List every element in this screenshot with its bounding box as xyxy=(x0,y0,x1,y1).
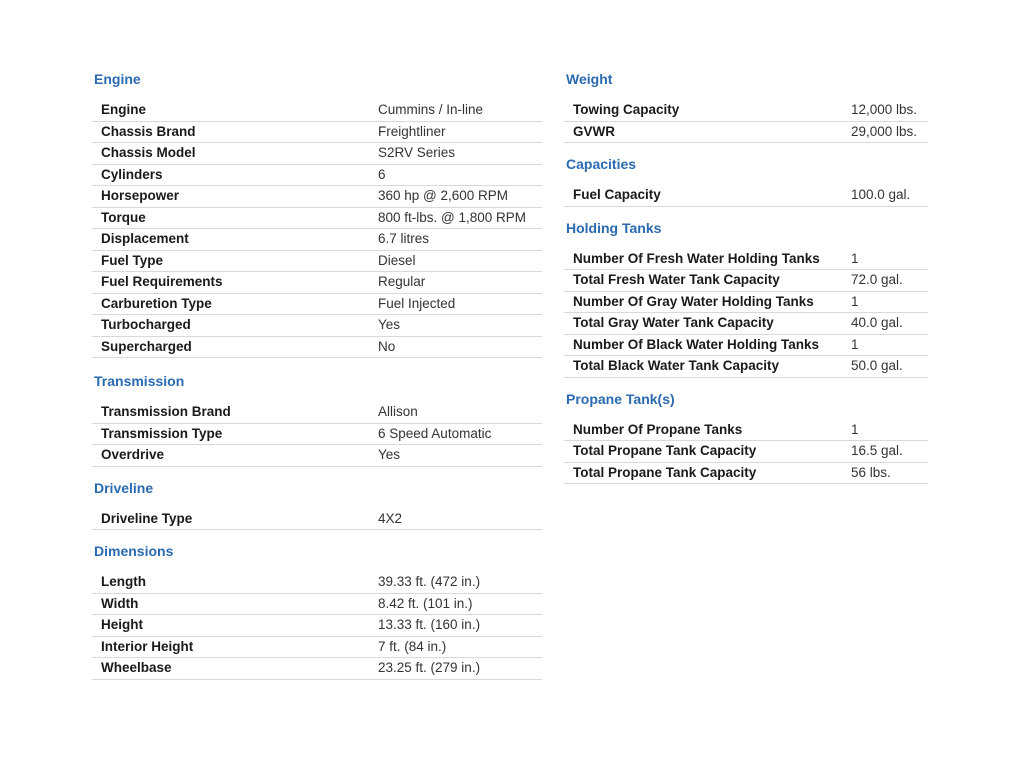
spec-label: Fuel Requirements xyxy=(101,274,223,289)
spec-value: Yes xyxy=(378,447,401,462)
spec-table xyxy=(564,185,928,207)
spec-section-propane-tank-s xyxy=(564,388,928,485)
spec-value: 39.33 ft. (472 in.) xyxy=(378,574,481,589)
spec-label: Transmission Type xyxy=(101,425,223,441)
spec-row xyxy=(92,122,542,144)
spec-table xyxy=(92,509,542,531)
section-title: Capacities xyxy=(566,156,637,172)
spec-label: Total Fresh Water Tank Capacity xyxy=(573,272,780,287)
spec-row xyxy=(92,424,542,446)
spec-value: 23.25 ft. (279 in.) xyxy=(378,660,481,675)
spec-row xyxy=(92,294,542,316)
spec-row xyxy=(92,637,542,659)
spec-value: 40.0 gal. xyxy=(851,315,903,330)
spec-table xyxy=(92,572,542,680)
spec-label: Length xyxy=(101,574,146,589)
spec-value: 16.5 gal. xyxy=(851,443,903,458)
spec-row xyxy=(92,143,542,165)
spec-row xyxy=(92,251,542,273)
spec-value: Regular xyxy=(378,274,426,289)
spec-row xyxy=(92,186,542,208)
spec-label: Total Propane Tank Capacity xyxy=(573,464,757,480)
spec-row xyxy=(92,615,542,637)
spec-label: Engine xyxy=(101,102,147,117)
spec-label: Total Propane Tank Capacity xyxy=(573,443,757,458)
spec-row xyxy=(92,337,542,359)
spec-value: 29,000 lbs. xyxy=(851,123,918,139)
spec-row xyxy=(564,313,928,335)
spec-label: Chassis Brand xyxy=(101,123,196,139)
spec-value: 360 hp @ 2,600 RPM xyxy=(378,188,509,203)
spec-section-transmission xyxy=(92,370,542,467)
spec-row xyxy=(564,100,928,122)
spec-row xyxy=(92,165,542,187)
spec-value: Diesel xyxy=(378,252,416,268)
spec-table xyxy=(564,249,928,378)
spec-section-holding-tanks xyxy=(564,217,928,378)
spec-label: GVWR xyxy=(573,123,615,139)
section-title: Weight xyxy=(566,71,613,87)
spec-row xyxy=(92,509,542,531)
spec-label: Chassis Model xyxy=(101,145,196,160)
spec-label: Torque xyxy=(101,209,146,225)
spec-label: Driveline Type xyxy=(101,510,193,526)
spec-section-dimensions xyxy=(92,540,542,680)
spec-row xyxy=(92,100,542,122)
spec-section-engine xyxy=(92,68,542,358)
spec-row xyxy=(564,185,928,207)
spec-row xyxy=(564,441,928,463)
spec-row xyxy=(92,572,542,594)
spec-value: S2RV Series xyxy=(378,145,456,160)
spec-row xyxy=(564,463,928,485)
spec-label: Total Gray Water Tank Capacity xyxy=(573,315,774,330)
spec-table xyxy=(92,402,542,467)
spec-label: Displacement xyxy=(101,231,189,246)
section-title: Holding Tanks xyxy=(566,219,662,236)
spec-value: 6 Speed Automatic xyxy=(378,425,492,441)
spec-value: 13.33 ft. (160 in.) xyxy=(378,617,481,632)
spec-row xyxy=(564,420,928,442)
spec-value: No xyxy=(378,338,396,354)
spec-row xyxy=(92,229,542,251)
spec-value: 800 ft-lbs. @ 1,800 RPM xyxy=(378,209,527,225)
spec-table xyxy=(92,100,542,358)
spec-value: 56 lbs. xyxy=(851,464,891,480)
spec-row xyxy=(564,122,928,144)
spec-section-capacities xyxy=(564,153,928,207)
spec-value: 1 xyxy=(851,421,859,437)
spec-value: Fuel Injected xyxy=(378,295,456,311)
spec-label: Number Of Black Water Holding Tanks xyxy=(573,336,820,352)
spec-label: Overdrive xyxy=(101,447,165,462)
spec-value: 6.7 litres xyxy=(378,231,430,246)
left-spec-column xyxy=(92,68,542,690)
spec-value: Freightliner xyxy=(378,123,446,139)
spec-label: Number Of Propane Tanks xyxy=(573,421,743,437)
spec-label: Wheelbase xyxy=(101,660,172,675)
spec-label: Cylinders xyxy=(101,166,163,182)
spec-row xyxy=(564,270,928,292)
spec-label: Width xyxy=(101,595,139,611)
spec-value: Cummins / In-line xyxy=(378,102,484,117)
spec-row xyxy=(92,272,542,294)
spec-row xyxy=(92,402,542,424)
spec-value: 1 xyxy=(851,250,859,266)
spec-label: Supercharged xyxy=(101,338,192,354)
spec-row xyxy=(92,208,542,230)
section-title: Engine xyxy=(94,71,141,87)
spec-label: Number Of Fresh Water Holding Tanks xyxy=(573,250,820,266)
spec-value: 1 xyxy=(851,293,859,309)
spec-value: 6 xyxy=(378,166,386,182)
spec-label: Fuel Capacity xyxy=(573,187,661,202)
spec-row xyxy=(92,445,542,467)
right-spec-column xyxy=(564,68,928,494)
spec-label: Horsepower xyxy=(101,188,180,203)
spec-value: Allison xyxy=(378,404,418,419)
spec-label: Transmission Brand xyxy=(101,404,231,419)
spec-row xyxy=(92,658,542,680)
spec-section-weight xyxy=(564,68,928,143)
spec-label: Fuel Type xyxy=(101,252,164,268)
spec-value: 7 ft. (84 in.) xyxy=(378,638,447,654)
spec-label: Height xyxy=(101,617,143,632)
spec-label: Turbocharged xyxy=(101,317,191,332)
section-title: Transmission xyxy=(94,373,185,389)
spec-label: Carburetion Type xyxy=(101,295,212,311)
spec-value: 50.0 gal. xyxy=(851,358,903,373)
spec-value: 8.42 ft. (101 in.) xyxy=(378,595,473,611)
spec-value: 100.0 gal. xyxy=(851,187,911,202)
spec-row xyxy=(92,315,542,337)
section-title: Dimensions xyxy=(94,543,174,559)
spec-row xyxy=(564,292,928,314)
spec-row xyxy=(564,249,928,271)
spec-label: Towing Capacity xyxy=(573,102,680,117)
spec-row xyxy=(92,594,542,616)
spec-value: Yes xyxy=(378,317,401,332)
spec-table xyxy=(564,420,928,485)
spec-value: 12,000 lbs. xyxy=(851,102,918,117)
spec-section-driveline xyxy=(92,477,542,531)
spec-table xyxy=(564,100,928,143)
spec-row xyxy=(564,335,928,357)
section-title: Driveline xyxy=(94,479,154,496)
spec-value: 1 xyxy=(851,336,859,352)
spec-value: 4X2 xyxy=(378,510,403,526)
section-title: Propane Tank(s) xyxy=(566,390,675,407)
spec-row xyxy=(564,356,928,378)
spec-label: Number Of Gray Water Holding Tanks xyxy=(573,293,814,309)
spec-label: Total Black Water Tank Capacity xyxy=(573,358,780,373)
spec-label: Interior Height xyxy=(101,638,194,654)
spec-value: 72.0 gal. xyxy=(851,272,903,287)
